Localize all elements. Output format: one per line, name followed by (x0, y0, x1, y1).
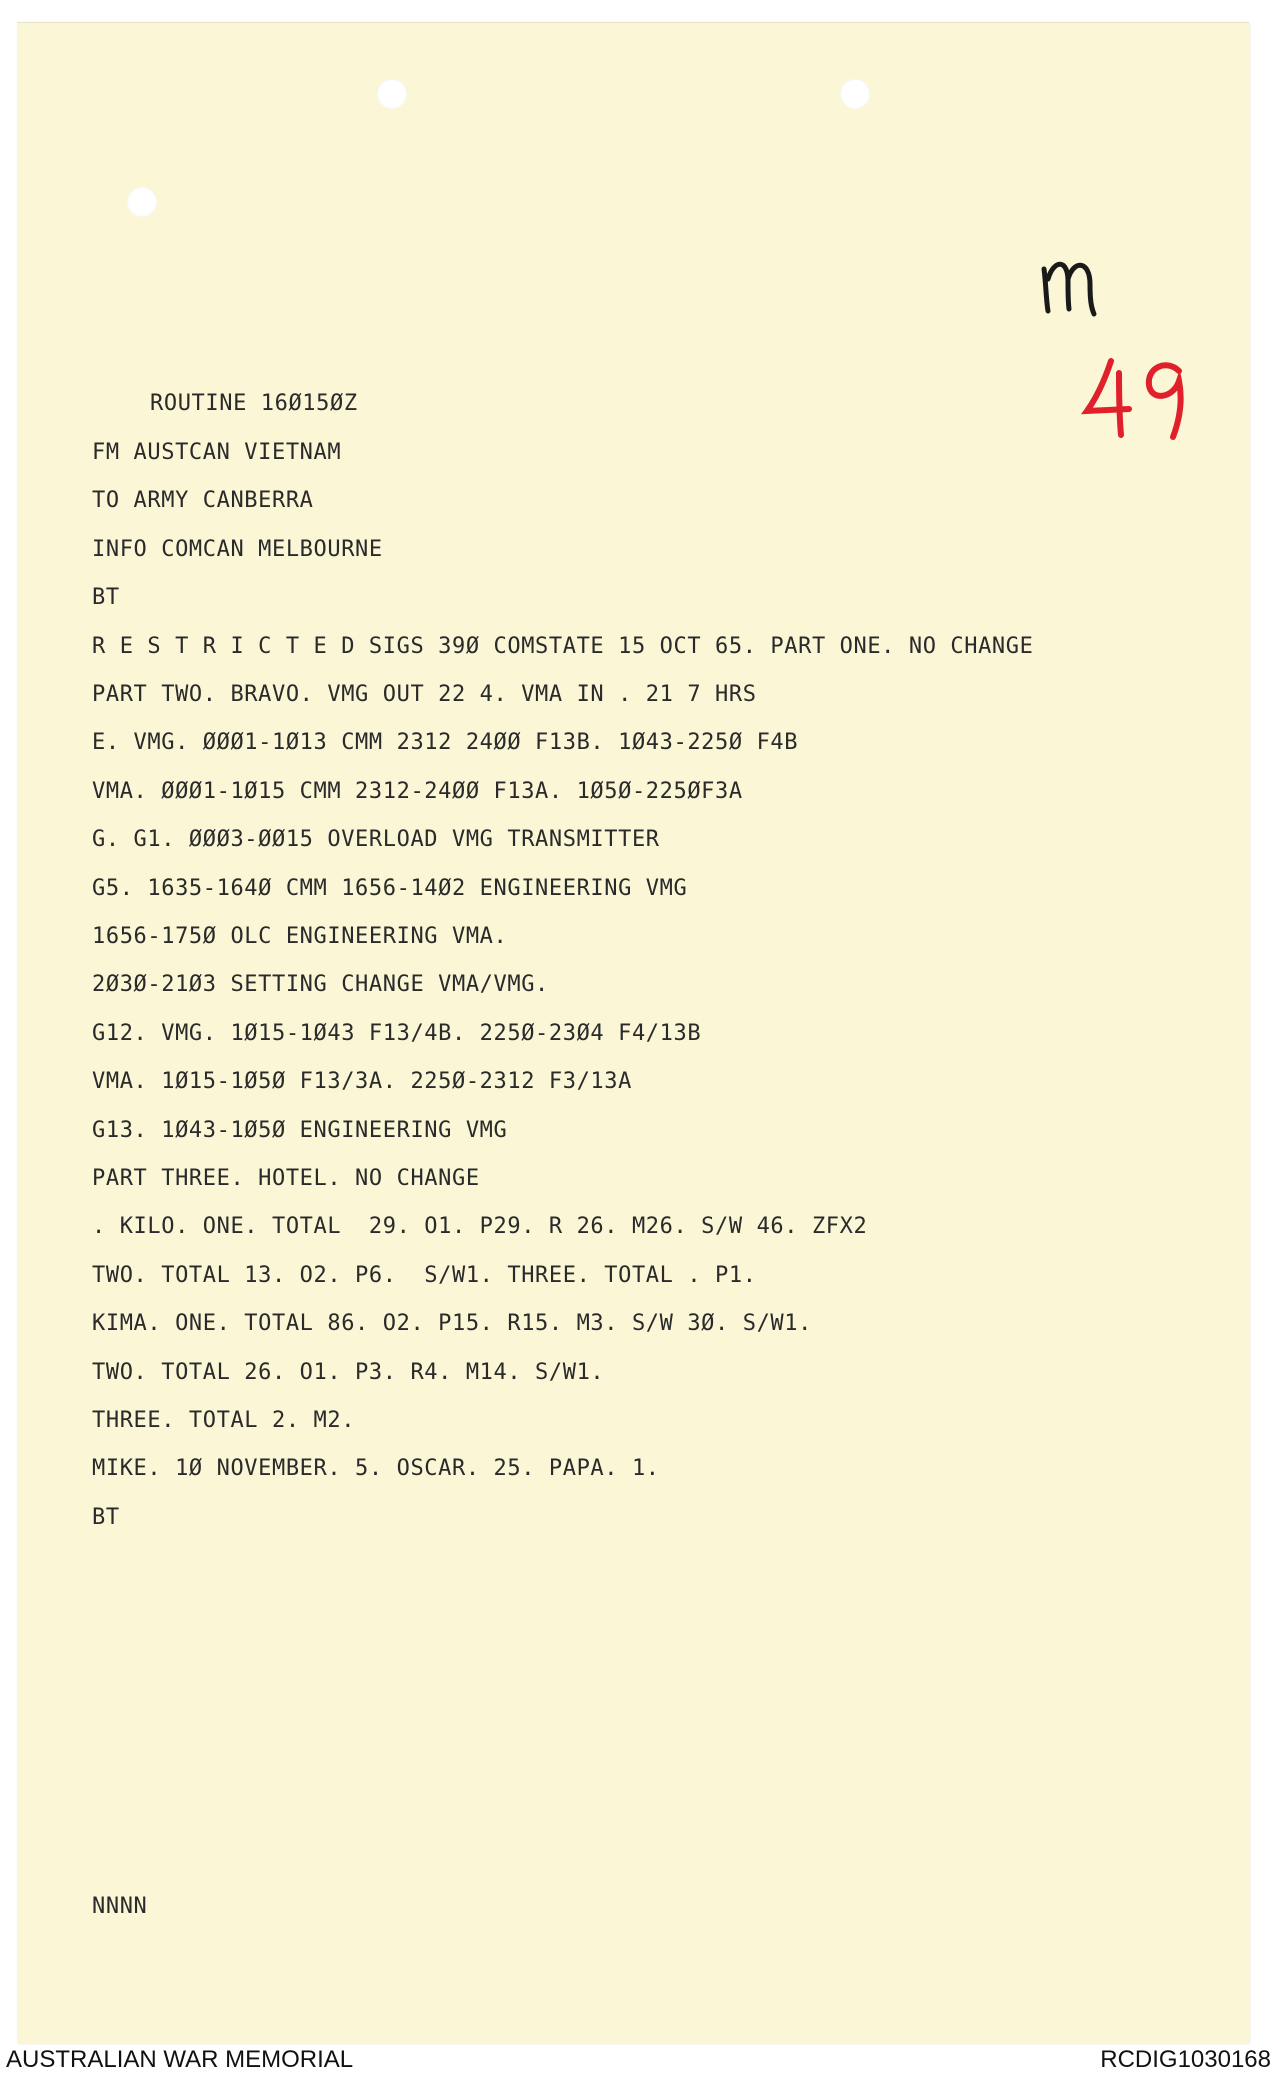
message-line: TO ARMY CANBERRA (92, 488, 314, 513)
message-line: G. G1. ØØØ3-ØØ15 OVERLOAD VMG TRANSMITTER (92, 827, 660, 852)
message-line: FM AUSTCAN VIETNAM (92, 440, 342, 465)
message-line: . KILO. ONE. TOTAL 29. O1. P29. R 26. M26. S/W 46. ZFX2 (92, 1214, 868, 1239)
message-line: VMA. ØØØ1-1Ø15 CMM 2312-24ØØ F13A. 1Ø5Ø-225ØF3A (92, 779, 743, 804)
telex-message (17, 23, 1034, 1919)
message-line: R E S T R I C T E D SIGS 39Ø COMSTATE 15 OCT 65. PART ONE. NO CHANGE (92, 634, 1034, 659)
message-line: G5. 1635-164Ø CMM 1656-14Ø2 ENGINEERING VMG (92, 876, 688, 901)
footer-record-id: RCDIG1030168 (1100, 2046, 1271, 2073)
message-line: KIMA. ONE. TOTAL 86. O2. P15. R15. M3. S/W 3Ø. S/W1. (92, 1311, 812, 1336)
message-line: INFO COMCAN MELBOURNE (92, 537, 383, 562)
message-line: 1656-175Ø OLC ENGINEERING VMA. (92, 924, 508, 949)
footer-archive-name: AUSTRALIAN WAR MEMORIAL (6, 2046, 354, 2073)
message-line: PART TWO. BRAVO. VMG OUT 22 4. VMA IN . 21 7 HRS (92, 682, 757, 707)
message-line: PART THREE. HOTEL. NO CHANGE (92, 1166, 480, 1191)
message-line: BT (92, 1505, 120, 1530)
message-line: G13. 1Ø43-1Ø5Ø ENGINEERING VMG (92, 1118, 508, 1143)
handwritten-red-number (1079, 353, 1203, 443)
message-line: NNNN (92, 1894, 148, 1919)
message-line: VMA. 1Ø15-1Ø5Ø F13/3A. 225Ø-2312 F3/13A (92, 1069, 632, 1094)
punch-hole (377, 79, 407, 109)
message-line: THREE. TOTAL 2. M2. (92, 1408, 356, 1433)
message-line: BT (92, 585, 120, 610)
message-line: TWO. TOTAL 26. O1. P3. R4. M14. S/W1. (92, 1360, 605, 1385)
message-line: MIKE. 1Ø NOVEMBER. 5. OSCAR. 25. PAPA. 1. (92, 1456, 660, 1481)
punch-hole (840, 79, 870, 109)
message-line: ROUTINE 16Ø15ØZ (150, 391, 358, 416)
message-line: 2Ø3Ø-21Ø3 SETTING CHANGE VMA/VMG. (92, 972, 549, 997)
message-line: G12. VMG. 1Ø15-1Ø43 F13/4B. 225Ø-23Ø4 F4/13B (92, 1021, 702, 1046)
message-line: E. VMG. ØØØ1-1Ø13 CMM 2312 24ØØ F13B. 1Ø43-225Ø F4B (92, 730, 799, 755)
paper-sheet (17, 22, 1249, 2043)
punch-hole (127, 187, 157, 217)
message-line: TWO. TOTAL 13. O2. P6. S/W1. THREE. TOTAL . P1. (92, 1263, 757, 1288)
handwritten-black-mark (1034, 239, 1124, 329)
